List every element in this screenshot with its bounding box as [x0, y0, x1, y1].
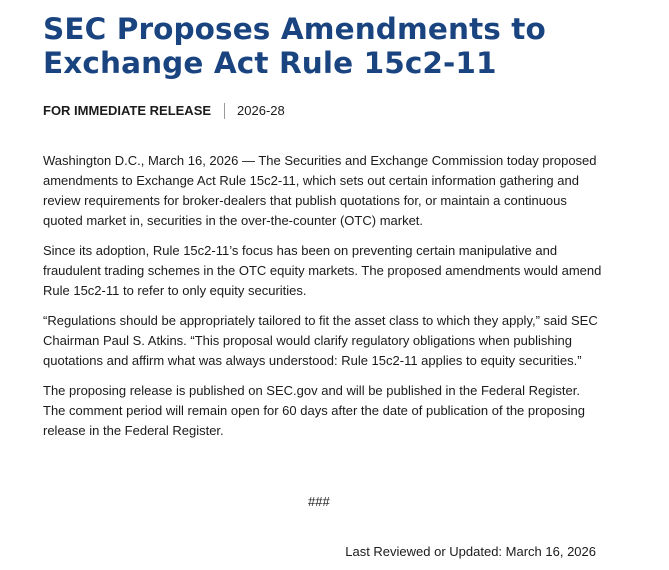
release-number: 2026-28: [237, 103, 285, 118]
end-of-release-mark: ###: [308, 494, 330, 509]
last-reviewed-date: Last Reviewed or Updated: March 16, 2026: [345, 544, 596, 559]
paragraph-intro: Washington D.C., March 16, 2026 — The Securities and Exchange Commission today proposed amendments to Exchange Act Rule 15c2-11, which sets out certain information gathering and review requirements for broker-dealers that publish quotations for, or maintain a continuous quoted market in, securities in the over-the-counter (OTC) market.: [43, 153, 597, 228]
release-info: [43, 103, 285, 119]
paragraph-publication: The proposing release is published on SEC.gov and will be published in the Federal Register. The comment period will remain open for 60 days after the date of publication of the proposing release in the Federal Register.: [43, 383, 585, 438]
paragraph-quote: “Regulations should be appropriately tailored to fit the asset class to which they apply,” said SEC Chairman Paul S. Atkins. “This proposal would clarify regulatory obligations when publishing quotations and affirm what was always understood: Rule 15c2-11 applies to equity securities.”: [43, 313, 598, 368]
paragraph-background: Since its adoption, Rule 15c2-11’s focus has been on preventing certain manipulative and fraudulent trading schemes in the OTC equity markets. The proposed amendments would amend Rule 15c2-11 to refer to only equity securities.: [43, 243, 602, 298]
page-title: SEC Proposes Amendments to Exchange Act Rule 15c2-11: [43, 12, 546, 80]
release-label: FOR IMMEDIATE RELEASE: [43, 103, 212, 118]
article-body: [43, 151, 603, 451]
release-divider: [224, 103, 225, 119]
